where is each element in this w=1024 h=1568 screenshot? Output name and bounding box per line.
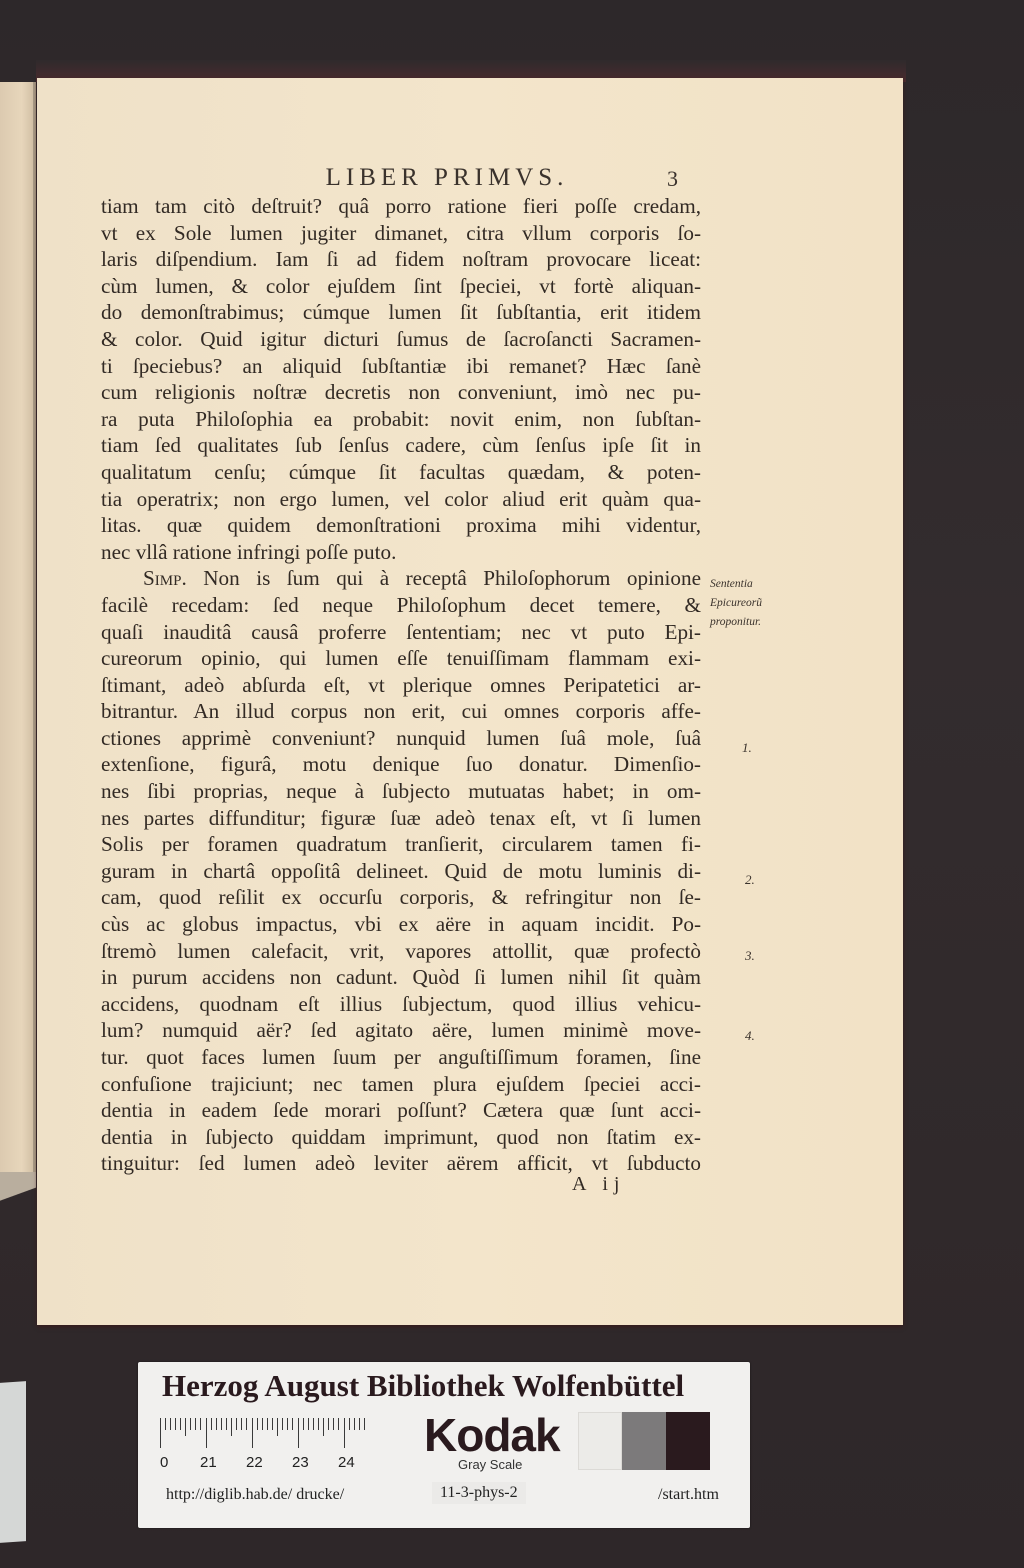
running-head: LIBER PRIMVS.: [325, 164, 569, 191]
text-line: & color. Quid igitur dicturi ſumus de ſacroſancti Sacramen-: [101, 326, 701, 351]
text-line: nes partes diffunditur; figuræ ſuæ adeò tenax eſt, vt ſi lumen: [101, 805, 701, 830]
text-line: vt ex Sole lumen jugiter dimanet, citra vllum corporis ſo-: [101, 220, 701, 245]
text-line: guram in chartâ oppoſitâ delineet. Quid de motu luminis di-: [101, 858, 701, 883]
text-line: tia operatrix; non ergo lumen, vel color aliud erit quàm qua-: [101, 486, 701, 511]
color-target-card: [138, 1362, 750, 1528]
ruler-label: 21: [200, 1454, 217, 1471]
text-line: cum religionis noſtræ decretis non conveniunt, imò nec pu-: [101, 380, 701, 405]
gray-scale-label: Gray Scale: [458, 1457, 523, 1472]
gray-swatch-mid: [622, 1412, 666, 1470]
book-page: [37, 78, 903, 1325]
speaker-name: Simp.: [143, 566, 187, 591]
text-line: ſtimant, adeò abſurda eſt, vt plerique omnes Peripatetici ar-: [101, 672, 701, 697]
margin-number-2: 2.: [745, 872, 755, 887]
speaker-text: Non is ſum qui à receptâ Philoſophorum opinione: [186, 566, 701, 591]
body-text: [101, 193, 701, 1177]
text-line: tinguitur: ſed lumen adeò leviter aërem afficit, vt ſubducto: [101, 1151, 701, 1176]
text-line: extenſione, figurâ, motu denique ſuo donatur. Dimenſio-: [101, 752, 701, 777]
ruler-label: 22: [246, 1454, 263, 1471]
url-prefix: http://diglib.hab.de/ drucke/: [166, 1486, 345, 1503]
text-line: nec vllâ ratione infringi poſſe puto.: [101, 539, 397, 564]
text-line: laris diſpendium. Iam ſi ad fidem noſtram provocare liceat:: [101, 247, 701, 272]
ruler-label: 23: [292, 1454, 309, 1471]
text-line: Solis per foramen quadratum tranſierit, circularem tamen fi-: [101, 832, 701, 857]
facing-page-edge: [0, 82, 36, 1174]
text-line: ti ſpeciebus? an aliquid ſubſtantiæ ibi remanet? Hæc ſanè: [101, 353, 701, 378]
ruler-labels: [160, 1454, 368, 1472]
marginal-note-line: Sententia: [710, 578, 753, 590]
text-line: bitrantur. An illud corpus non erit, cui omnes corporis affe-: [101, 699, 701, 724]
ruler-scale: [160, 1418, 368, 1474]
gray-swatch-black: [666, 1412, 710, 1470]
text-line: facilè recedam: ſed neque Philoſophum decet temere, &: [101, 592, 701, 617]
text-line: cureorum opinio, qui lumen eſſe tenuiſſimam flammam exi-: [101, 646, 701, 671]
ruler-ticks: [160, 1418, 368, 1448]
text-line: cam, quod reſilit ex occurſu corporis, & refringitur non ſe-: [101, 885, 701, 910]
text-line: lum? numquid aër? ſed agitato aëre, lumen minimè move-: [101, 1018, 701, 1043]
text-line: tur. quot faces lumen ſuum per anguſtiſſimum foramen, ſine: [101, 1045, 701, 1069]
text-line: cùs ac globus impactus, vbi ex aëre in aquam incidit. Po-: [101, 912, 701, 937]
text-line: ra puta Philoſophia ea probabit: novit enim, non ſubſtan-: [101, 406, 701, 431]
text-line-speaker: [101, 565, 701, 592]
kodak-logo: Kodak: [424, 1409, 560, 1461]
text-line: confuſione trajiciunt; nec tamen plura ejuſdem ſpeciei acci-: [101, 1071, 701, 1096]
text-line: tiam ſed qualitates ſub ſenſus cadere, cùm ſenſus ipſe ſit in: [101, 433, 701, 458]
marginal-note-line: proponitur.: [710, 616, 762, 628]
ruler-label: 0: [160, 1454, 169, 1471]
margin-number-3: 3.: [745, 948, 755, 963]
page-fold: [33, 82, 36, 1174]
text-line: cùm lumen, & color ejuſdem ſint ſpeciei, vt fortè aliquan-: [101, 273, 701, 298]
page-number: 3: [667, 166, 678, 191]
text-line: tiam tam citò deſtruit? quâ porro ratione fieri poſſe credam,: [101, 194, 701, 218]
margin-number-1: 1.: [742, 740, 752, 755]
gray-swatch-white: [578, 1412, 622, 1470]
text-line: qualitatum cenſu; cúmque ſit facultas quædam, & poten-: [101, 459, 701, 484]
text-line: quaſi inauditâ causâ proferre ſententiam; nec vt puto Epi-: [101, 619, 701, 644]
ruler-label: 24: [338, 1454, 355, 1471]
shelfmark: 11-3-phys-2: [432, 1482, 526, 1504]
signature-mark: A ij: [572, 1173, 626, 1195]
side-label-slip: [0, 1381, 26, 1543]
text-line: ſtremò lumen calefacit, vrit, vapores attollit, quæ profectò: [101, 938, 701, 963]
facing-page-corner: [0, 1172, 36, 1222]
margin-number-4: 4.: [745, 1028, 755, 1043]
text-line: ctiones apprimè conveniunt? nunquid lumen ſuâ mole, ſuâ: [101, 725, 701, 750]
text-line: litas. quæ quidem demonſtrationi proxima mihi videntur,: [101, 513, 701, 538]
text-line: accidens, quodnam eſt illius ſubjectum, quod illius vehicu-: [101, 991, 701, 1016]
url-suffix: /start.htm: [658, 1486, 719, 1503]
text-line: do demonſtrabimus; cúmque lumen ſit ſubſtantia, erit itidem: [101, 300, 701, 325]
marginal-note-line: Epicureorũ: [710, 597, 762, 609]
library-name: Herzog August Bibliothek Wolfenbüttel: [162, 1368, 685, 1403]
text-line: dentia in ſubjecto quiddam imprimunt, quod non ſtatim ex-: [101, 1124, 701, 1149]
text-line: dentia in eadem ſede morari poſſunt? Cætera quæ ſunt acci-: [101, 1098, 701, 1123]
text-line: nes ſibi proprias, neque à ſubjecto mutuatas habet; in om-: [101, 779, 701, 804]
marginal-note: [710, 575, 800, 632]
text-line: in purum accidens non cadunt. Quòd ſi lumen nihil ſit quàm: [101, 965, 701, 990]
